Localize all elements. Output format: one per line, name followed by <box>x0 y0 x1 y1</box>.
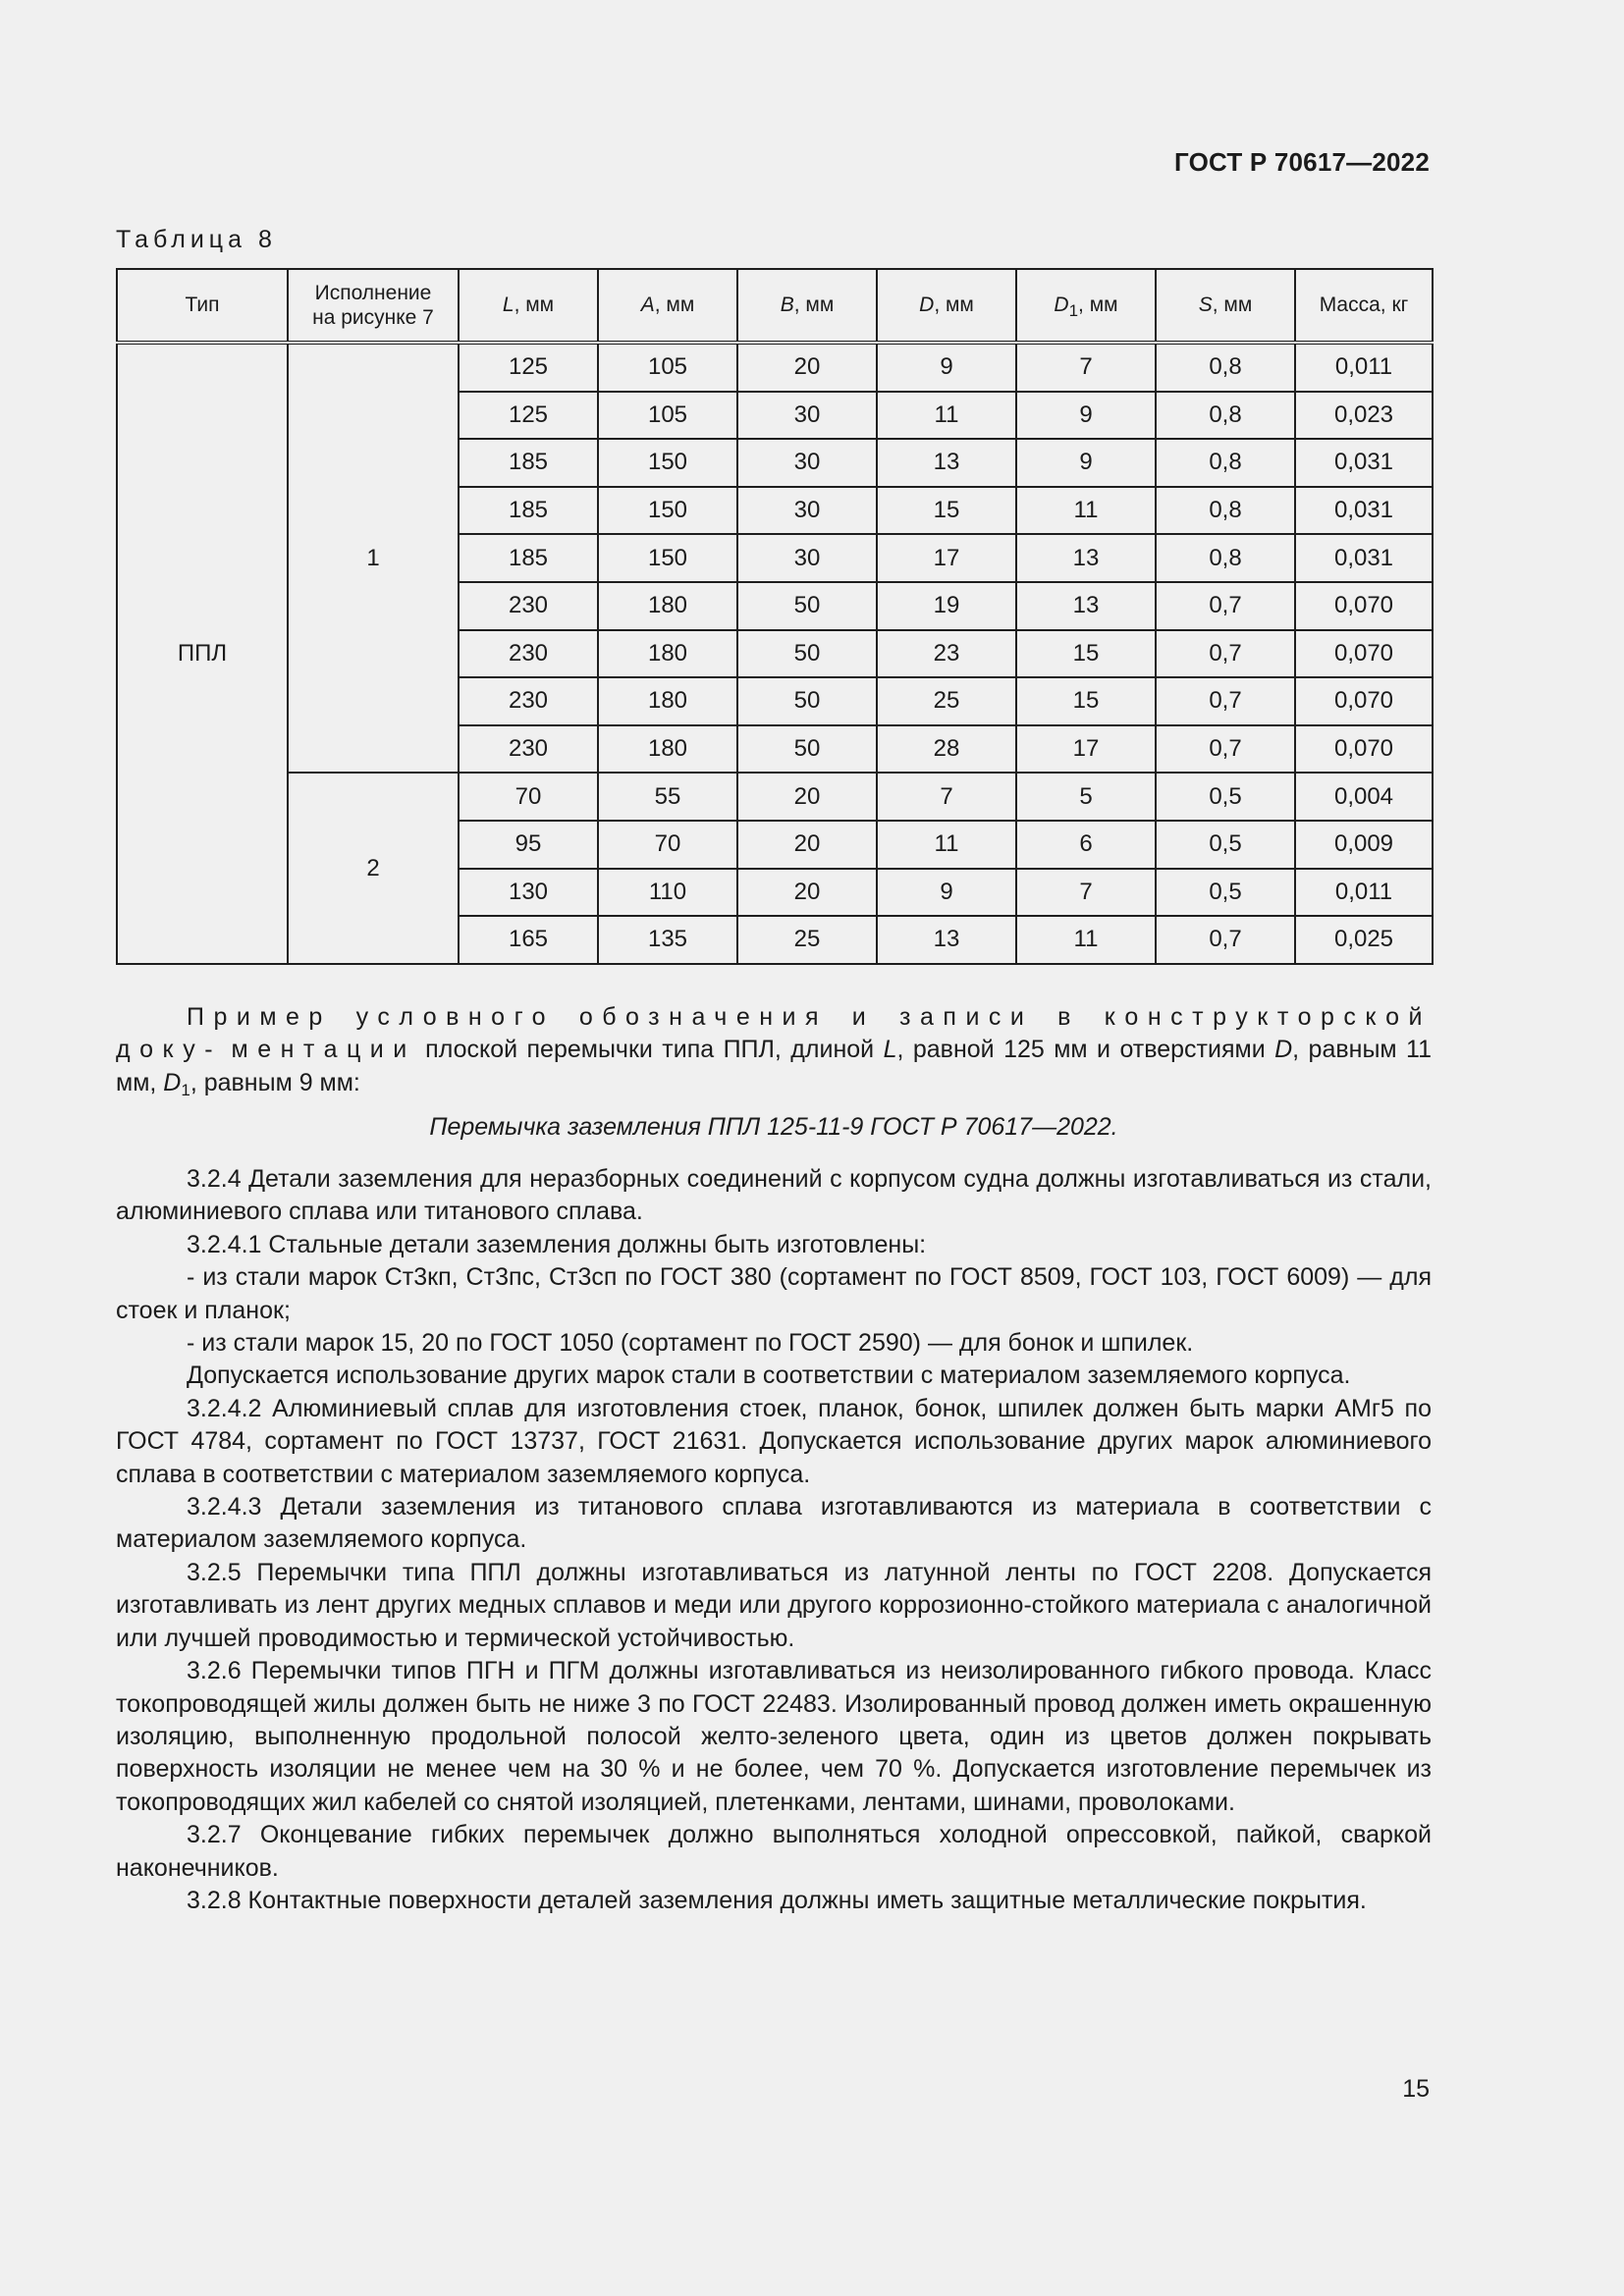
col-header-d: D, мм <box>877 269 1016 343</box>
table-cell: 6 <box>1016 821 1156 869</box>
table-cell: 7 <box>877 773 1016 821</box>
table-cell: 0,025 <box>1295 916 1433 964</box>
table-cell: 7 <box>1016 343 1156 392</box>
table-cell: 50 <box>737 725 877 774</box>
table-cell: 0,8 <box>1156 343 1295 392</box>
table-cell: 30 <box>737 439 877 487</box>
table-cell: 28 <box>877 725 1016 774</box>
body-paragraph: - из стали марок Ст3кп, Ст3пс, Ст3сп по ГОСТ 380 (сортамент по ГОСТ 8509, ГОСТ 103, ГОСТ 6009) — для стоек и планок; <box>116 1263 1432 1324</box>
table-cell: 0,8 <box>1156 534 1295 582</box>
col-header-mass: Масса, кг <box>1295 269 1433 343</box>
table-cell: 0,8 <box>1156 392 1295 440</box>
table-cell: 11 <box>877 392 1016 440</box>
table-cell: 13 <box>877 916 1016 964</box>
table-cell: 230 <box>459 677 598 725</box>
table-cell: 0,5 <box>1156 869 1295 917</box>
col-header-variant: Исполнение на рисунке 7 <box>288 269 459 343</box>
body-paragraph: - из стали марок 15, 20 по ГОСТ 1050 (сортамент по ГОСТ 2590) — для бонок и шпилек. <box>187 1329 1194 1358</box>
table-cell: 15 <box>1016 677 1156 725</box>
table-cell: 0,031 <box>1295 439 1433 487</box>
page-number: 15 <box>1402 2075 1430 2103</box>
table-cell: 130 <box>459 869 598 917</box>
spec-table <box>116 268 1434 965</box>
table-cell: 165 <box>459 916 598 964</box>
table-cell: 9 <box>1016 439 1156 487</box>
table-cell: 0,011 <box>1295 869 1433 917</box>
table-cell: 25 <box>877 677 1016 725</box>
variant-cell: 1 <box>288 343 459 773</box>
document-code: ГОСТ Р 70617—2022 <box>1174 147 1430 177</box>
table-cell: 110 <box>598 869 737 917</box>
example-text: Пример условного обозначения и записи в конструкторской доку- ментации плоской перемычки типа ППЛ, длиной L, равной 125 мм и отверстиями D, равным 11 мм, $D_1$, равным 9 мм: <box>116 1003 1433 1099</box>
body-paragraph: 3.2.4.3 Детали заземления из титанового сплава изготавливаются из материала в соответствии с материалом заземляемого корпуса. <box>116 1493 1432 1554</box>
table-cell: 0,5 <box>1156 773 1295 821</box>
table-caption: Таблица 8 <box>116 226 277 253</box>
table-cell: 30 <box>737 534 877 582</box>
col-header-a: A, мм <box>598 269 737 343</box>
table-cell: 150 <box>598 439 737 487</box>
body-paragraph: 3.2.6 Перемычки типов ПГН и ПГМ должны изготавливаться из неизолированного гибкого провода. Класс токопроводящей жилы должен быть не ниже 3 по ГОСТ 22483. Изолированный провод должен иметь окрашенную изоляцию, выполненную продольной полосой желто-зеленого цвета, один из цветов должен покрывать поверхность изоляции не менее чем на 30 % и не более, чем 70 %. Допускается изготовление перемычек из токопроводящих жил кабелей со снятой изоляцией, плетенками, лентами, шинами, проволоками. <box>116 1657 1432 1816</box>
table-cell: 180 <box>598 725 737 774</box>
table-cell: 0,009 <box>1295 821 1433 869</box>
table-cell: 230 <box>459 725 598 774</box>
table-cell: 50 <box>737 630 877 678</box>
table-cell: 20 <box>737 821 877 869</box>
table-cell: 0,031 <box>1295 487 1433 535</box>
table-cell: 50 <box>737 582 877 630</box>
table-cell: 0,004 <box>1295 773 1433 821</box>
col-header-l: L, мм <box>459 269 598 343</box>
table-cell: 230 <box>459 582 598 630</box>
table-cell: 0,8 <box>1156 487 1295 535</box>
table-cell: 0,7 <box>1156 677 1295 725</box>
table-cell: 9 <box>1016 392 1156 440</box>
col-header-b: B, мм <box>737 269 877 343</box>
table-cell: 185 <box>459 534 598 582</box>
table-cell: 0,8 <box>1156 439 1295 487</box>
table-cell: 25 <box>737 916 877 964</box>
body-text <box>116 1163 1432 1917</box>
table-cell: 5 <box>1016 773 1156 821</box>
table-cell: 0,070 <box>1295 677 1433 725</box>
table-cell: 0,5 <box>1156 821 1295 869</box>
table-cell: 180 <box>598 630 737 678</box>
table-cell: 13 <box>1016 534 1156 582</box>
table-cell: 13 <box>877 439 1016 487</box>
table-row <box>117 343 1433 392</box>
table-cell: 15 <box>1016 630 1156 678</box>
table-cell: 230 <box>459 630 598 678</box>
body-paragraph: 3.2.8 Контактные поверхности деталей заземления должны иметь защитные металлические покрытия. <box>187 1886 1367 1914</box>
table-cell: 70 <box>598 821 737 869</box>
table-cell: 11 <box>1016 487 1156 535</box>
table-cell: 180 <box>598 582 737 630</box>
table-cell: 70 <box>459 773 598 821</box>
table-cell: 185 <box>459 439 598 487</box>
table-cell: 17 <box>877 534 1016 582</box>
table-cell: 20 <box>737 773 877 821</box>
table-header-row <box>117 269 1433 343</box>
table-cell: 0,7 <box>1156 630 1295 678</box>
body-paragraph: 3.2.7 Оконцевание гибких перемычек должно выполняться холодной опрессовкой, пайкой, сваркой наконечников. <box>116 1821 1432 1882</box>
table-cell: 0,031 <box>1295 534 1433 582</box>
body-paragraph: 3.2.5 Перемычки типа ППЛ должны изготавливаться из латунной ленты по ГОСТ 2208. Допускается изготавливать из лент других медных сплавов и меди или другого коррозионно-стойкого материала с аналогичной или лучшей проводимостью и термической устойчивостью. <box>116 1558 1432 1652</box>
table-cell: 0,070 <box>1295 725 1433 774</box>
table-cell: 105 <box>598 392 737 440</box>
table-cell: 13 <box>1016 582 1156 630</box>
col-header-type: Тип <box>117 269 288 343</box>
table-cell: 150 <box>598 534 737 582</box>
table-cell: 95 <box>459 821 598 869</box>
table-cell: 50 <box>737 677 877 725</box>
table-cell: 150 <box>598 487 737 535</box>
table-cell: 20 <box>737 869 877 917</box>
table-cell: 11 <box>1016 916 1156 964</box>
table-cell: 185 <box>459 487 598 535</box>
table-cell: 0,023 <box>1295 392 1433 440</box>
body-paragraph: 3.2.4 Детали заземления для неразборных соединений с корпусом судна должны изготавливаться из стали, алюминиевого сплава или титанового сплава. <box>116 1165 1432 1226</box>
table-cell: 0,070 <box>1295 582 1433 630</box>
table-cell: 105 <box>598 343 737 392</box>
example-designation: Перемычка заземления ППЛ 125-11-9 ГОСТ Р 70617—2022. <box>429 1113 1118 1142</box>
body-paragraph: 3.2.4.1 Стальные детали заземления должны быть изготовлены: <box>187 1230 927 1258</box>
table-cell: 0,7 <box>1156 725 1295 774</box>
table-cell: 9 <box>877 869 1016 917</box>
table-cell: 125 <box>459 343 598 392</box>
table-cell: 0,011 <box>1295 343 1433 392</box>
table-cell: 30 <box>737 392 877 440</box>
table-cell: 23 <box>877 630 1016 678</box>
table-cell: 20 <box>737 343 877 392</box>
table-cell: 15 <box>877 487 1016 535</box>
table-cell: 0,7 <box>1156 916 1295 964</box>
table-cell: 0,070 <box>1295 630 1433 678</box>
table-cell: 17 <box>1016 725 1156 774</box>
variant-cell: 2 <box>288 773 459 963</box>
table-cell: 30 <box>737 487 877 535</box>
table-cell: 7 <box>1016 869 1156 917</box>
table-cell: 0,7 <box>1156 582 1295 630</box>
body-paragraph: Допускается использование других марок стали в соответствии с материалом заземляемого корпуса. <box>187 1362 1351 1390</box>
table-cell: 19 <box>877 582 1016 630</box>
col-header-s: S, мм <box>1156 269 1295 343</box>
type-cell: ППЛ <box>117 343 288 964</box>
table-cell: 9 <box>877 343 1016 392</box>
table-cell: 125 <box>459 392 598 440</box>
table-row <box>117 773 1433 821</box>
designation-example <box>116 1001 1432 1154</box>
table-cell: 135 <box>598 916 737 964</box>
table-cell: 55 <box>598 773 737 821</box>
table-cell: 180 <box>598 677 737 725</box>
table-cell: 11 <box>877 821 1016 869</box>
body-paragraph: 3.2.4.2 Алюминиевый сплав для изготовления стоек, планок, бонок, шпилек должен быть марки АМг5 по ГОСТ 4784, сортамент по ГОСТ 13737, ГОСТ 21631. Допускается использование других марок алюминиевого сплава в соответствии с материалом заземляемого корпуса. <box>116 1394 1432 1488</box>
col-header-d1: $D_1$, мм <box>1016 269 1156 343</box>
